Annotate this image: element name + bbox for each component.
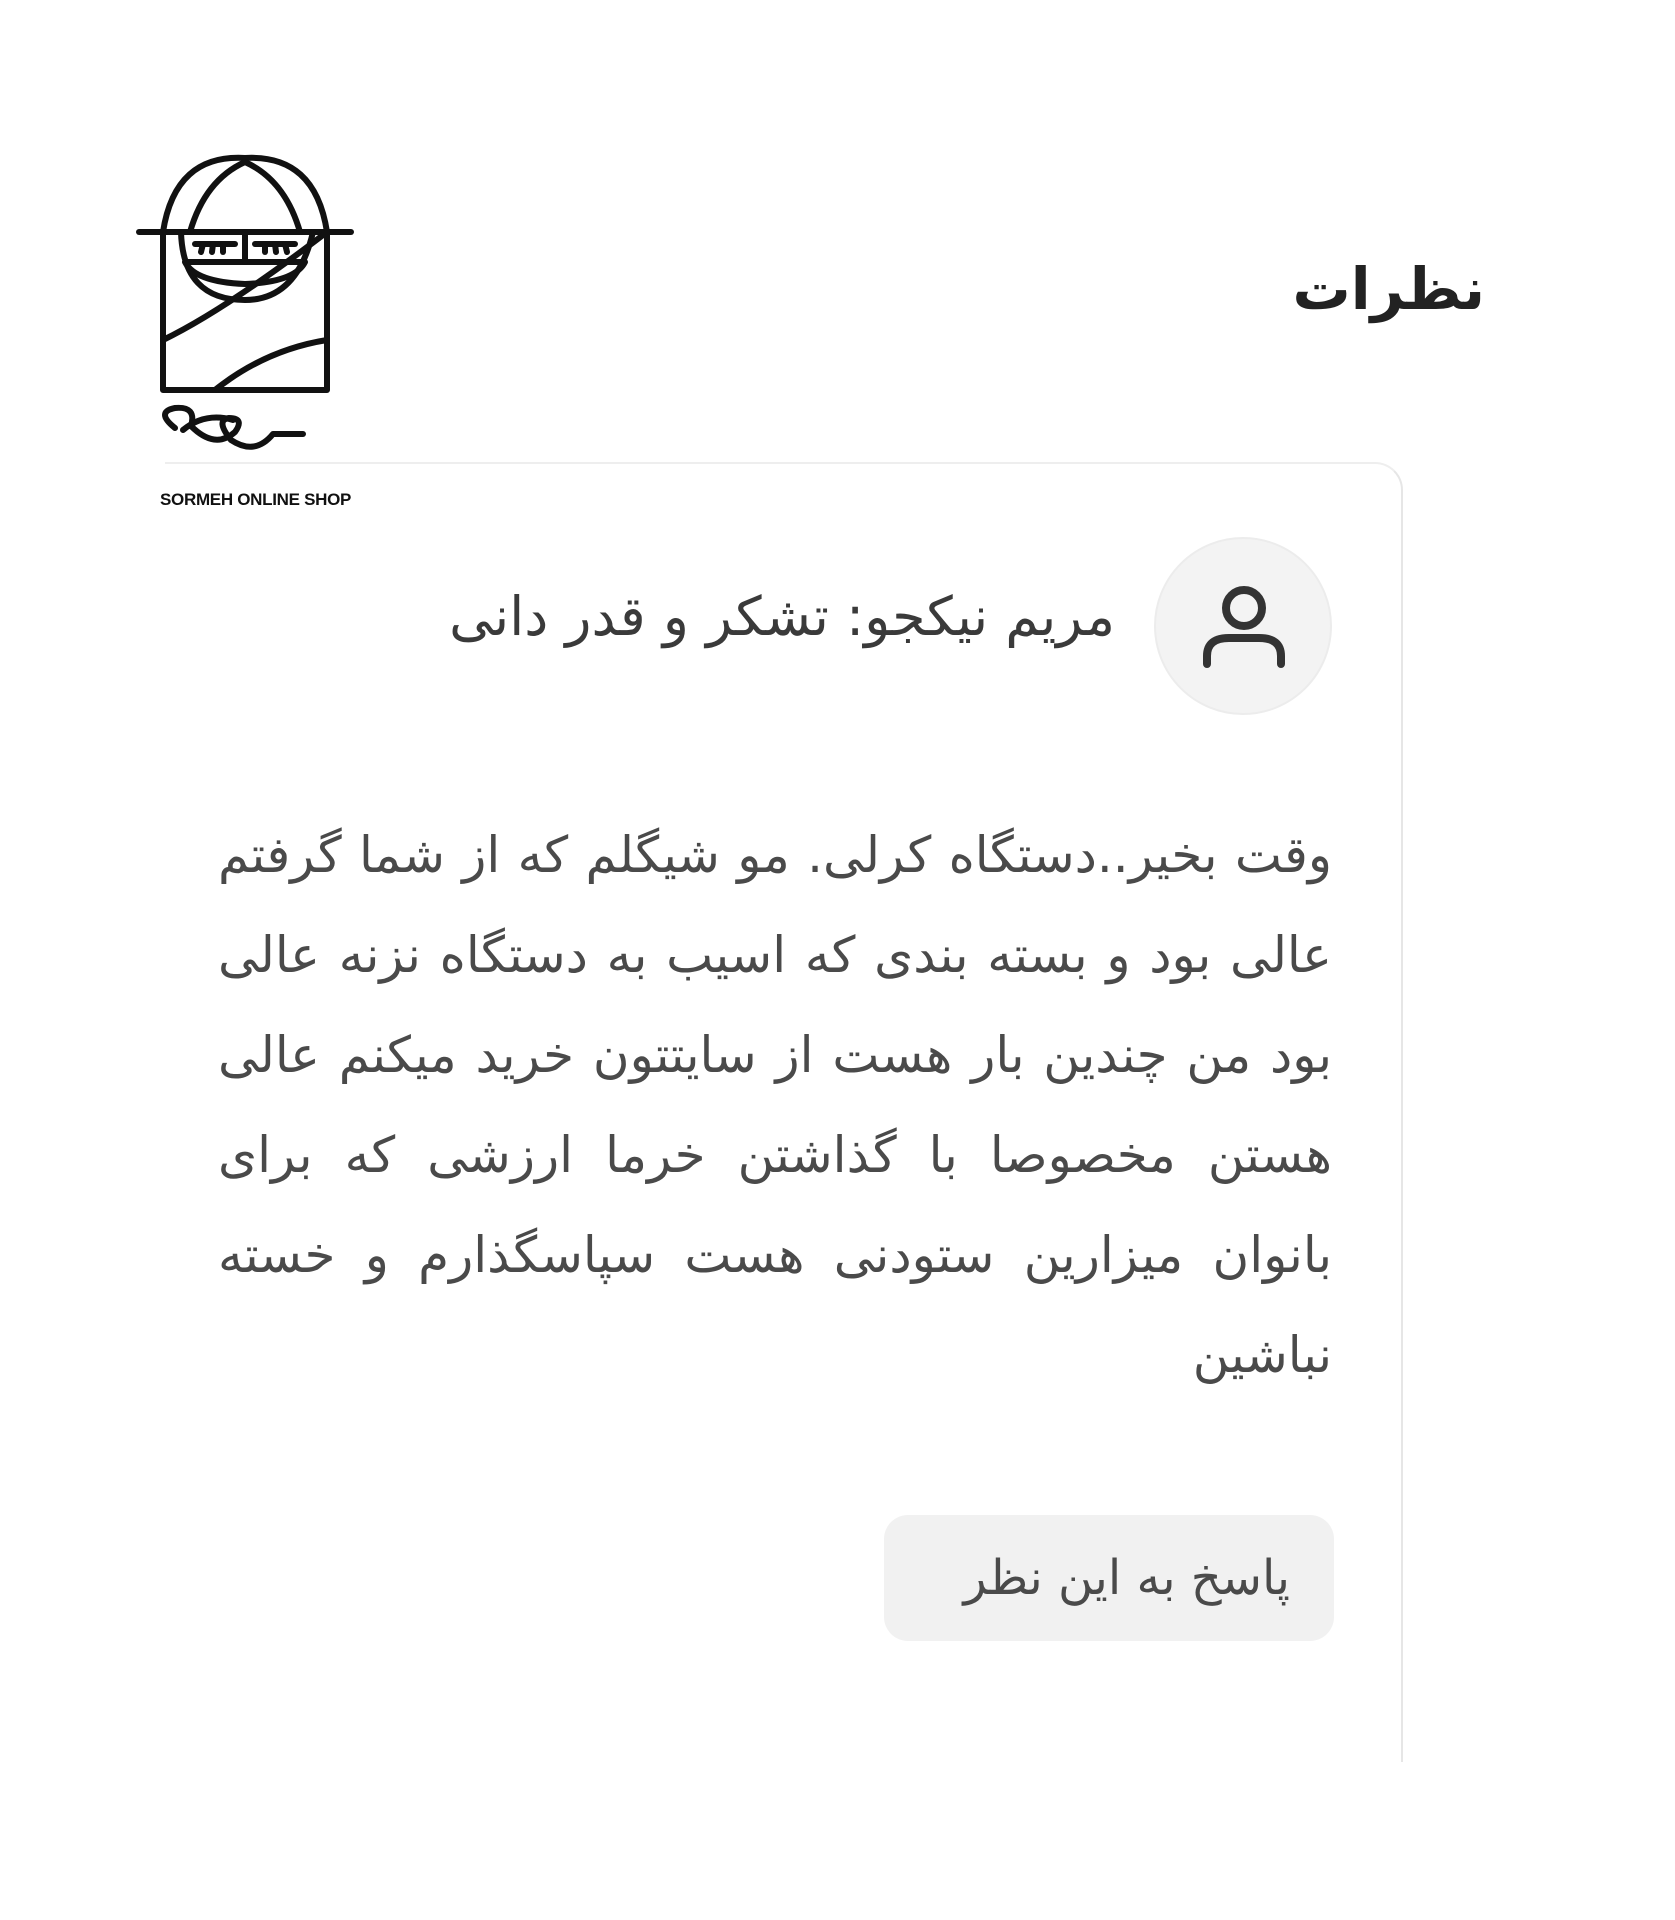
comment-heading: مریم نیکجو: تشکر و قدر دانی — [449, 585, 1115, 648]
logo-caption: SORMEH ONLINE SHOP — [160, 490, 352, 509]
reply-button[interactable]: پاسخ به این نظر — [884, 1515, 1334, 1641]
section-title: نظرات — [1292, 255, 1485, 323]
comment-body: وقت بخیر..دستگاه کرلی. مو شیگلم که از شما گرفتم عالی بود و بسته بندی که اسیب به دستگاه نزنه عالی بود من چندین بار هست از سایتتون خرید میکنم عالی هستن مخصوصا با گذاشتن خرما ارزشی که برای بانوان میزارین ستودنی هست سپاسگذارم و خسته نباشین — [218, 826, 1332, 1384]
avatar — [1154, 537, 1332, 715]
sormeh-logo-icon — [135, 150, 360, 480]
user-icon — [1199, 584, 1289, 670]
